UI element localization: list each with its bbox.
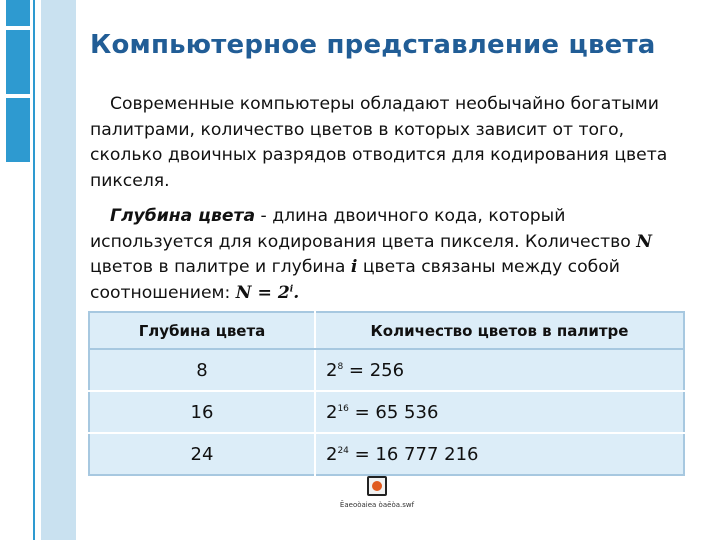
cell-count	[315, 433, 684, 475]
embedded-media[interactable]	[322, 476, 432, 509]
count-result: = 65 536	[348, 401, 439, 423]
count-exponent: 24	[337, 445, 349, 456]
palette-table	[88, 311, 685, 476]
table-row	[89, 391, 684, 433]
count-result: = 16 777 216	[348, 443, 479, 465]
cell-count	[315, 349, 684, 391]
sidebar-block	[6, 0, 30, 26]
formula-end: .	[293, 282, 300, 303]
formula-exponent: i	[289, 283, 294, 294]
count-base: 2	[326, 401, 338, 423]
count-exponent: 8	[337, 361, 344, 372]
sidebar-strip	[41, 0, 76, 540]
header-depth: Глубина цвета	[89, 312, 315, 349]
definition-text: цветов в палитре и глубина	[90, 257, 351, 277]
header-count: Количество цветов в палитре	[315, 312, 684, 349]
media-file-icon[interactable]	[367, 476, 387, 496]
cell-depth: 24	[89, 433, 315, 475]
sidebar-block	[6, 98, 30, 162]
count-base: 2	[326, 443, 338, 465]
variable-n: N	[636, 231, 652, 252]
count-exponent: 16	[337, 403, 349, 414]
table-header-row	[89, 312, 684, 349]
formula-base: N = 2	[235, 282, 290, 303]
page-title: Компьютерное представление цвета	[90, 30, 656, 60]
sidebar-decoration	[0, 0, 76, 540]
intro-paragraph: Современные компьютеры обладают необычайно богатыми палитрами, количество цветов в которых зависит от того, сколько двоичных разрядов отводится для кодирования цвета пикселя.	[90, 94, 668, 191]
definition-text: - длина двоичного кода, который используется для кодирования цвета пикселя. Количество	[90, 206, 637, 252]
definition-paragraph	[90, 204, 690, 306]
term-color-depth: Глубина цвета	[110, 206, 256, 226]
count-result: = 256	[343, 359, 405, 381]
variable-i: i	[350, 257, 358, 277]
media-caption: Ēaeoòaiea òaēòa.swf	[339, 501, 415, 509]
table-row	[89, 433, 684, 475]
formula	[236, 283, 293, 303]
sidebar-block	[6, 30, 30, 94]
cell-depth: 16	[89, 391, 315, 433]
table-row	[89, 349, 684, 391]
sidebar-line	[33, 0, 35, 540]
definition-text: цвета связаны между собой соотношением:	[90, 257, 620, 303]
cell-count	[315, 391, 684, 433]
count-base: 2	[326, 359, 338, 381]
cell-depth: 8	[89, 349, 315, 391]
